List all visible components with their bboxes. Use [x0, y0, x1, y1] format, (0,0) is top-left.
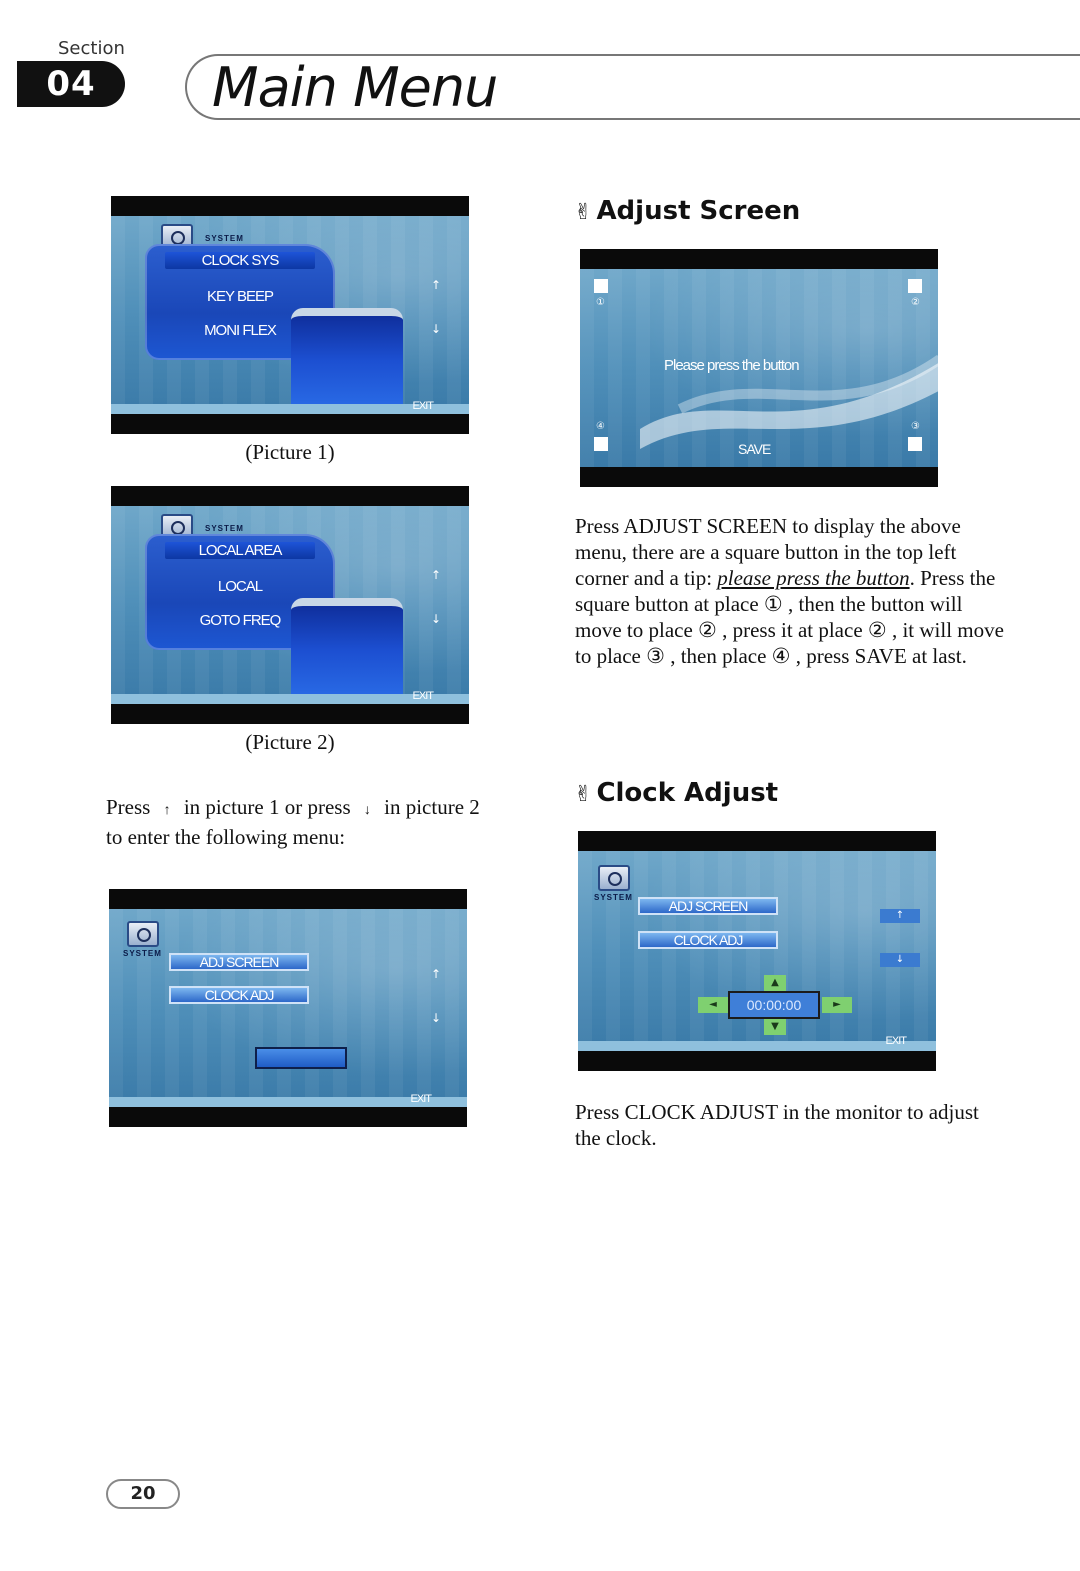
screen-background	[580, 269, 938, 467]
down-arrow-icon[interactable]: ↓	[431, 322, 442, 336]
menu-item-local-area[interactable]: LOCAL AREA	[165, 542, 315, 559]
adjust-screen-heading	[574, 196, 800, 226]
adjust-screen-text-b: . Press the square button at place ① , then the button will move to place ② , press it at place ② , it will move to place ③ , then place ④ , press SAVE at last.	[575, 566, 1004, 668]
save-button[interactable]: SAVE	[738, 441, 771, 457]
up-arrow-icon[interactable]: ↑	[880, 909, 920, 923]
up-arrow-icon: ↑	[163, 803, 171, 818]
system-label: SYSTEM	[205, 234, 244, 243]
screen-background	[578, 851, 936, 1051]
system-icon	[598, 865, 630, 891]
page-title: Main Menu	[212, 56, 498, 119]
clock-adj-button[interactable]: CLOCK ADJ	[169, 986, 309, 1004]
system-label: SYSTEM	[123, 949, 162, 958]
picture-2-screen	[111, 486, 469, 724]
clock-down-arrow[interactable]: ▼	[764, 1019, 786, 1035]
clock-adjust-image	[578, 831, 936, 1071]
exit-label[interactable]: EXIT	[885, 1035, 906, 1047]
adj-screen-button[interactable]: ADJ SCREEN	[638, 897, 778, 915]
press-instruction	[106, 794, 546, 850]
press-text-line2: to enter the following menu:	[106, 825, 346, 849]
menu-item-moni-flex[interactable]: MONI FLEX	[204, 322, 276, 339]
square-button-place-1[interactable]	[594, 279, 608, 293]
system-label: SYSTEM	[594, 893, 633, 902]
adjust-screen-image	[580, 249, 938, 487]
place-3-label: ③	[911, 421, 920, 432]
clock-time-display[interactable]: 00:00:00	[728, 991, 820, 1019]
clock-adjust-title: Clock Adjust	[596, 778, 779, 808]
screen-background	[109, 909, 467, 1107]
pointing-hand-icon: ✌	[574, 782, 593, 807]
page-number: 20	[106, 1479, 180, 1509]
picture-1-caption: (Picture 1)	[245, 440, 335, 464]
down-arrow-icon[interactable]: ↓	[880, 953, 920, 967]
clock-adj-button[interactable]: CLOCK ADJ	[638, 931, 778, 949]
exit-label[interactable]: EXIT	[410, 1093, 431, 1105]
exit-label[interactable]: EXIT	[412, 690, 433, 702]
system-label: SYSTEM	[205, 524, 244, 533]
submenu-panel	[291, 308, 403, 414]
square-button-place-3[interactable]	[908, 437, 922, 451]
square-button-place-2[interactable]	[908, 279, 922, 293]
clock-up-arrow[interactable]: ▲	[764, 975, 786, 991]
pointing-hand-icon: ✌	[574, 200, 593, 225]
picture-1-screen	[111, 196, 469, 434]
system-icon	[127, 921, 159, 947]
up-arrow-icon[interactable]: ↑	[431, 278, 442, 292]
down-arrow-icon[interactable]: ↓	[431, 1011, 442, 1025]
menu-item-goto-freq[interactable]: GOTO FREQ	[199, 612, 281, 629]
clock-left-arrow[interactable]: ◄	[698, 997, 728, 1013]
up-arrow-icon[interactable]: ↑	[431, 568, 442, 582]
menu-item-key-beep[interactable]: KEY BEEP	[207, 288, 273, 305]
square-button-place-4[interactable]	[594, 437, 608, 451]
adjust-screen-description	[575, 513, 1005, 669]
section-number: 04	[17, 61, 125, 107]
wave-decoration	[640, 339, 938, 449]
screen-background	[111, 216, 469, 414]
menu-item-local[interactable]: LOCAL	[217, 578, 263, 595]
place-1-label: ①	[596, 297, 605, 308]
submenu-panel	[291, 598, 403, 704]
system-menu-screen	[109, 889, 467, 1127]
place-2-label: ②	[911, 297, 920, 308]
selection-bar	[255, 1047, 347, 1069]
picture-2-caption: (Picture 2)	[245, 730, 335, 754]
down-arrow-icon: ↓	[363, 803, 371, 818]
adjust-screen-tip-quote: please press the button	[717, 566, 910, 590]
menu-item-clock-sys[interactable]: CLOCK SYS	[165, 252, 315, 269]
adj-screen-button[interactable]: ADJ SCREEN	[169, 953, 309, 971]
up-arrow-icon[interactable]: ↑	[431, 967, 442, 981]
place-4-label: ④	[596, 421, 605, 432]
clock-adjust-heading	[574, 778, 778, 808]
adjust-screen-text-a: Press ADJUST SCREEN to display the above menu, there are a square button in the top left corner and a tip:	[575, 514, 961, 590]
exit-label[interactable]: EXIT	[412, 400, 433, 412]
press-text-1: Press	[106, 795, 151, 819]
tip-text: Please press the button	[664, 357, 799, 374]
adjust-screen-title: Adjust Screen	[596, 196, 801, 226]
clock-right-arrow[interactable]: ►	[822, 997, 852, 1013]
section-label: Section	[58, 38, 125, 59]
down-arrow-icon[interactable]: ↓	[431, 612, 442, 626]
press-text-2: in picture 1 or press	[183, 795, 351, 819]
status-strip	[578, 1041, 936, 1051]
press-text-3: in picture 2	[384, 795, 480, 819]
clock-adjust-description: Press CLOCK ADJUST in the monitor to adjust the clock.	[575, 1100, 979, 1150]
screen-background	[111, 506, 469, 704]
